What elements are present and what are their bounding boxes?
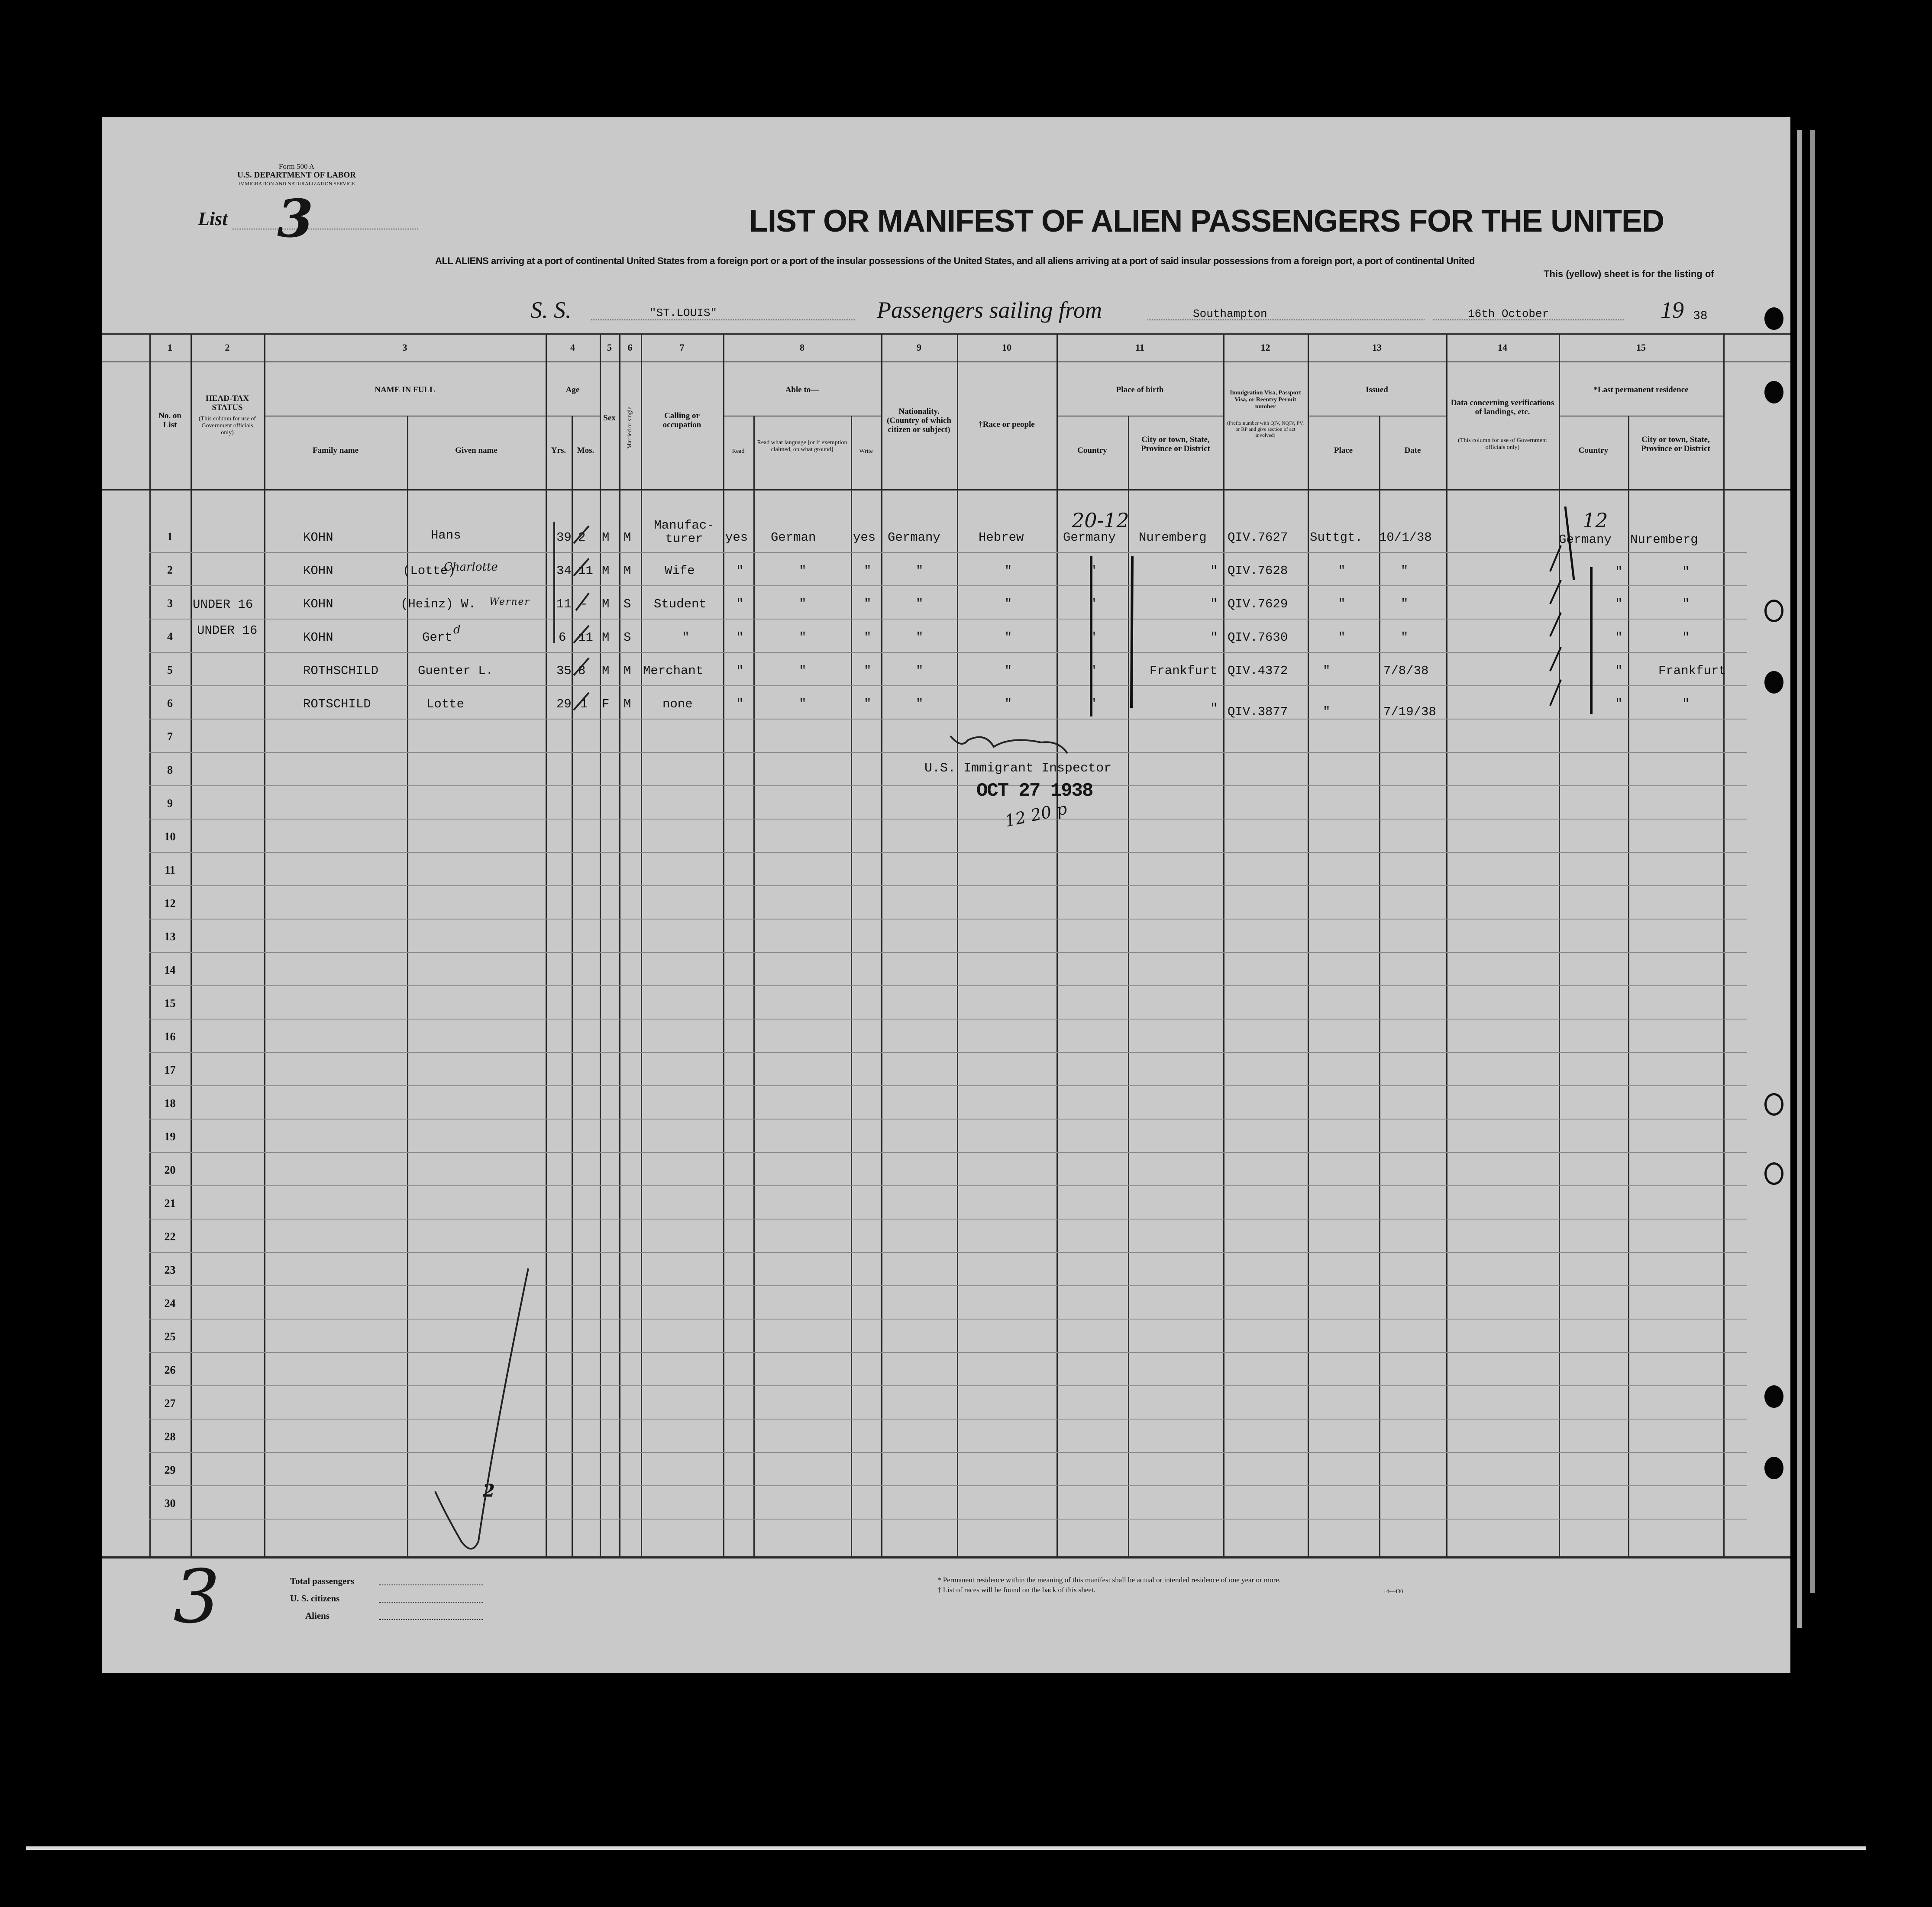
row-number: 14 [164,964,176,976]
list-label: List [198,208,228,229]
annotation-birth-code: 20-12 [1072,509,1129,532]
footer-form-code: 14—430 [1383,1588,1403,1594]
birth-country: " [1089,597,1097,611]
ss-label: S. S. [530,297,572,323]
age-years: 6 [559,630,566,645]
aliens-label: Aliens [305,1610,330,1621]
row-number: 3 [167,597,173,610]
ship-name: "ST.LOUIS" [649,307,717,319]
race: " [1005,597,1012,611]
birth-country: " [1089,664,1097,678]
birth-city: " [1210,701,1218,716]
binder-hole [1764,1093,1783,1116]
hdr-sex: Sex [603,413,616,423]
age-months: 11 [578,564,593,578]
visa-number: QIV.7628 [1228,564,1288,578]
annotation-werner: Werner [489,597,530,607]
row-number: 26 [164,1364,176,1376]
head-tax-status: UNDER 16 [197,623,258,638]
hdr-head-tax: HEAD-TAX STATUS [206,394,249,412]
hdr-given-name: Given name [455,446,498,455]
colnum-11: 11 [1135,342,1144,353]
birth-city: " [1210,597,1218,611]
age-months: - [580,597,588,611]
binder-hole [1764,307,1783,330]
language: " [799,664,807,678]
row-number: 10 [164,830,176,843]
birth-city: " [1210,564,1218,578]
nationality: Germany [888,530,940,545]
residence-country: " [1615,630,1623,645]
colnum-5: 5 [607,342,612,353]
hdr-visa-note: (Prefix number with QIV, NQIV, PV, or RP and give section of act involved) [1227,420,1304,438]
age-years: 39 [556,530,572,545]
colnum-8: 8 [800,342,804,353]
hdr-res-country: Country [1578,446,1609,455]
language: " [799,564,807,578]
can-write: yes [853,530,876,545]
colnum-7: 7 [679,342,685,353]
service-name: IMMIGRATION AND NATURALIZATION SERVICE [238,181,355,187]
row-number: 15 [164,997,176,1010]
hdr-name-in-full: NAME IN FULL [375,385,435,394]
footnote-races: † List of races will be found on the back of this sheet. [937,1586,1095,1594]
department-name: U.S. DEPARTMENT OF LABOR [237,171,356,180]
row-number: 19 [164,1130,176,1143]
row-number: 6 [167,697,173,710]
row-number: 7 [167,730,173,743]
sex: M [602,564,610,578]
year-prefix: 19 [1661,297,1684,323]
family-name: ROTHSCHILD [303,664,379,678]
can-read: " [736,597,744,611]
occupation: Manufac- turer [654,518,714,546]
sex: F [602,697,610,711]
colnum-12: 12 [1260,342,1270,353]
binder-hole [1764,1457,1783,1479]
row-number: 9 [167,797,173,810]
nationality: " [916,664,924,678]
row-number: 11 [165,864,175,876]
annotation-list-number: 3 [173,1554,220,1640]
hdr-write: Write [859,448,873,455]
sex: M [602,530,610,545]
stamp-time: 12 20 p [1003,799,1069,831]
occupation: Student [654,597,707,611]
row-number: 24 [164,1297,176,1310]
can-read: " [736,630,744,645]
hdr-yrs: Yrs. [551,446,566,455]
occupation: Merchant [643,664,704,678]
hdr-age: Age [565,385,580,394]
residence-city: " [1682,565,1690,579]
hdr-able-to: Able to— [785,385,819,394]
row-number: 28 [164,1430,176,1443]
colnum-14: 14 [1498,342,1507,353]
row-number: 23 [164,1264,176,1276]
language: " [799,597,807,611]
race: " [1005,664,1012,678]
given-name: Gert [422,630,452,645]
colnum-1: 1 [168,342,172,353]
hdr-read-language: Read what language [or if exemption claimed, on what ground] [757,439,847,453]
marital-status: M [624,697,631,711]
us-citizens-leader [379,1602,483,1603]
residence-city: " [1682,597,1690,611]
manifest-subtitle-2: This (yellow) sheet is for the listing of [1544,268,1714,279]
can-read: " [736,664,744,678]
row-number: 22 [164,1230,176,1243]
row-number: 13 [164,930,176,943]
hdr-head-tax-note: (This column for use of Government officials only) [198,416,256,436]
page-edge [1810,130,1815,1593]
given-name: Guenter L. [418,664,494,678]
occupation: none [662,697,693,711]
can-read: " [736,697,744,711]
nationality: " [916,597,924,611]
colnum-9: 9 [917,342,921,353]
issued-date: " [1401,597,1409,611]
age-months: 8 [578,664,586,678]
aliens-leader [379,1619,483,1620]
birth-country: Germany [1063,530,1116,545]
marital-status: M [624,664,631,678]
departure-port: Southampton [1193,307,1267,320]
language: " [799,630,807,645]
binder-hole [1764,600,1783,622]
hdr-birth-country: Country [1077,446,1107,455]
occupation: " [682,630,690,645]
can-read: " [736,564,744,578]
residence-country: Germany [1559,532,1612,547]
row-number: 29 [164,1464,176,1476]
footnote-residence: * Permanent residence within the meaning of this manifest shall be actual or intended residence of one year or more. [937,1576,1281,1584]
age-years: 29 [556,697,572,711]
language: " [799,697,807,711]
year-suffix: 38 [1693,310,1708,323]
age-years: 35 [556,664,572,678]
visa-number: QIV.7627 [1228,530,1288,545]
colnum-4: 4 [570,342,575,353]
hdr-read: Read [732,448,745,455]
hdr-issued-place: Place [1334,446,1353,455]
hdr-visa: Immigration Visa, Passport Visa, or Reentry Permit number [1230,390,1301,410]
hdr-mos: Mos. [577,446,594,455]
hdr-married: Married or single [627,407,633,449]
can-write: " [864,630,872,645]
list-number: 3 [277,188,313,249]
family-name: KOHN [303,530,333,545]
can-write: " [864,597,872,611]
hdr-issued: Issued [1366,385,1388,394]
family-name: ROTSCHILD [303,697,371,711]
given-name: Hans [431,528,461,542]
issued-place: " [1323,664,1331,678]
age-years: 34 [556,564,572,578]
colnum-15: 15 [1636,342,1646,353]
row-number: 20 [164,1164,176,1176]
race: " [1005,630,1012,645]
hdr-place-of-birth: Place of birth [1116,385,1164,394]
residence-city: Nuremberg [1630,532,1698,547]
manifest-sheet [102,117,1790,1673]
page-edge [1797,130,1802,1628]
hdr-nationality: Nationality. (Country of which citizen or subject) [887,407,951,434]
issued-place: Suttgt. [1310,530,1363,545]
hdr-birth-city: City or town, State, Province or District [1141,435,1210,453]
race: Hebrew [979,530,1024,545]
can-write: " [864,564,872,578]
stamp-inspector: U.S. Immigrant Inspector [924,761,1112,776]
row-number: 4 [167,630,173,643]
sex: M [602,597,610,611]
stamp-date: OCT 27 1938 [976,780,1093,802]
birth-city: Nuremberg [1139,530,1207,545]
language: German [771,530,816,545]
annotation-total-mark: 2 [483,1481,495,1501]
issued-place: " [1338,630,1346,645]
age-months: 1 [580,697,588,711]
annotation-gert-suffix: d [453,623,461,636]
sailing-label: Passengers sailing from [877,297,1102,323]
manifest-subtitle: ALL ALIENS arriving at a port of continental United States from a foreign port or a port of the insular possessions of the United States, and all aliens arriving at a port of said insular possessions from a foreign port, a port of continental United [435,255,1475,266]
birth-city: " [1210,630,1218,645]
hdr-landings-note: (This column for use of Government officials only) [1458,437,1547,451]
annotation-charlotte: Charlotte [444,561,498,574]
residence-country: " [1615,565,1623,579]
row-number: 21 [164,1197,176,1210]
colnum-13: 13 [1372,342,1382,353]
hdr-res-city: City or town, State, Province or District [1641,435,1710,453]
given-name: (Heinz) W. [401,597,476,611]
hdr-issued-date: Date [1404,446,1421,455]
issued-date: 10/1/38 [1379,530,1432,545]
age-months: 11 [578,630,593,645]
row-number: 18 [164,1097,176,1110]
issued-date: " [1401,630,1409,645]
manifest-title: LIST OR MANIFEST OF ALIEN PASSENGERS FOR THE UNITED [749,204,1664,239]
birth-city: Frankfurt [1150,664,1218,678]
issued-place: " [1338,564,1346,578]
row-number: 17 [164,1064,176,1076]
family-name: KOHN [303,630,333,645]
residence-city: Frankfurt [1658,664,1726,678]
given-name: Lotte [426,697,465,711]
age-months: 2 [578,530,586,545]
issued-date: " [1401,564,1409,578]
us-citizens-label: U. S. citizens [290,1593,340,1604]
residence-city: " [1682,630,1690,645]
row-number: 27 [164,1397,176,1410]
row-number: 30 [164,1497,176,1510]
departure-date: 16th October [1468,307,1549,320]
occupation: Wife [665,564,695,578]
can-read: yes [725,530,748,545]
hdr-race: †Race or people [979,420,1035,429]
issued-date: 7/8/38 [1383,664,1429,678]
birth-country: " [1089,630,1097,645]
birth-country: " [1089,564,1097,578]
row-number: 12 [164,897,176,910]
row-number: 2 [167,564,173,576]
row-number: 8 [167,764,173,776]
issued-date: 7/19/38 [1383,705,1436,719]
marital-status: M [624,564,631,578]
visa-number: QIV.7629 [1228,597,1288,611]
visa-number: QIV.4372 [1228,664,1288,678]
hdr-landings: Data concerning verifications of landings, etc. [1451,398,1554,416]
form-number: Form 500 A [278,162,315,171]
marital-status: M [624,530,631,545]
head-tax-status: UNDER 16 [193,597,253,612]
can-write: " [864,697,872,711]
hdr-family-name: Family name [312,446,359,455]
total-passengers-label: Total passengers [290,1576,354,1586]
colnum-2: 2 [225,342,230,353]
visa-number: QIV.3877 [1228,705,1288,719]
issued-place: " [1323,705,1331,719]
residence-country: " [1615,597,1623,611]
hdr-last-residence: *Last permanent residence [1593,385,1689,394]
colnum-6: 6 [627,342,633,353]
handwriting-strokes [102,117,1790,1673]
binder-hole [1764,1162,1783,1185]
nationality: " [916,564,924,578]
visa-number: QIV.7630 [1228,630,1288,645]
colnum-3: 3 [402,342,407,353]
sex: M [602,664,610,678]
colnum-10: 10 [1002,342,1011,353]
row-number: 25 [164,1330,176,1343]
residence-city: " [1682,697,1690,711]
issued-place: " [1338,597,1346,611]
age-years: 11 [556,597,572,611]
sex: M [602,630,610,645]
residence-country: " [1615,664,1623,678]
row-number: 5 [167,664,173,676]
binder-hole [1764,671,1783,694]
total-passengers-leader [379,1584,483,1585]
hdr-calling: Calling or occupation [662,411,701,429]
family-name: KOHN [303,564,333,578]
scan-edge-line [26,1846,1866,1850]
row-number: 1 [167,530,173,543]
can-write: " [864,664,872,678]
race: " [1005,564,1012,578]
hdr-no-on-list: No. on List [158,411,181,429]
marital-status: S [624,597,631,611]
binder-hole [1764,1385,1783,1408]
race: " [1005,697,1012,711]
birth-country: " [1089,697,1097,711]
row-number: 16 [164,1030,176,1043]
nationality: " [916,630,924,645]
family-name: KOHN [303,597,333,611]
nationality: " [916,697,924,711]
given-name: (Lotte) [403,564,456,578]
marital-status: S [624,630,631,645]
residence-country: " [1615,697,1623,711]
binder-hole [1764,381,1783,403]
annotation-residence-code: 12 [1583,509,1608,532]
